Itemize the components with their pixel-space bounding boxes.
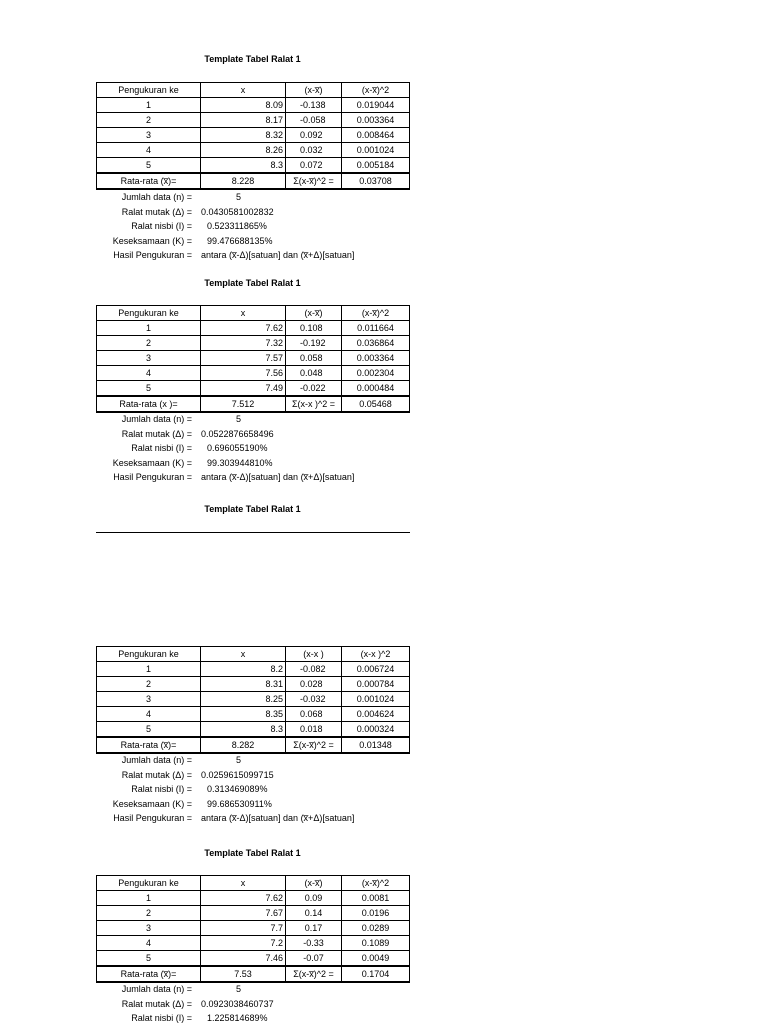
- cell-x: 8.25: [201, 692, 286, 707]
- cell-no: 3: [97, 692, 201, 707]
- table-row: [97, 128, 410, 143]
- table-row: [97, 707, 410, 722]
- sum-squares-value: 0.03708: [342, 173, 410, 189]
- ralat-mutak-label: Ralat mutak (Δ) =: [121, 428, 192, 439]
- cell-deviation: 0.092: [286, 128, 342, 143]
- cell-no: 4: [97, 366, 201, 381]
- table-row: [97, 143, 410, 158]
- cell-deviation: -0.032: [286, 692, 342, 707]
- table-title: Template Tabel Ralat 1: [204, 278, 301, 288]
- keseksamaan-value: 99.476688135%: [207, 235, 273, 246]
- header-x: x: [201, 647, 286, 662]
- cell-no: 5: [97, 722, 201, 738]
- stats-block: [96, 753, 416, 826]
- cell-deviation: -0.058: [286, 113, 342, 128]
- cell-no: 3: [97, 921, 201, 936]
- cell-no: 5: [97, 951, 201, 967]
- header-deviation-squared: (x-x̅)^2: [342, 876, 410, 891]
- cell-no: 3: [97, 351, 201, 366]
- header-deviation-squared: (x-x̅)^2: [342, 83, 410, 98]
- cell-no: 2: [97, 906, 201, 921]
- cell-no: 1: [97, 98, 201, 113]
- cell-no: 5: [97, 158, 201, 174]
- stats-block: [96, 982, 416, 1026]
- cell-deviation-squared: 0.019044: [342, 98, 410, 113]
- table-row: [97, 891, 410, 906]
- cell-x: 7.62: [201, 321, 286, 336]
- cell-deviation: 0.17: [286, 921, 342, 936]
- ralat-mutak-value: 0.0430581002832: [201, 206, 274, 217]
- cell-deviation-squared: 0.001024: [342, 143, 410, 158]
- cell-deviation: 0.072: [286, 158, 342, 174]
- cell-no: 4: [97, 707, 201, 722]
- table-header-row: [97, 306, 410, 321]
- table-row: [97, 906, 410, 921]
- table-row: [97, 113, 410, 128]
- hasil-label: Hasil Pengukuran =: [113, 250, 192, 260]
- ralat-nisbi-value: 0.523311865%: [207, 221, 267, 231]
- header-x: x: [201, 83, 286, 98]
- cell-deviation-squared: 0.0196: [342, 906, 410, 921]
- table-row: [97, 951, 410, 967]
- ralat-table: [96, 646, 410, 754]
- stats-block: [96, 190, 416, 263]
- keseksamaan-label: Keseksamaan (K) =: [112, 457, 192, 468]
- header-x: x: [201, 876, 286, 891]
- keseksamaan-label: Keseksamaan (K) =: [112, 798, 192, 809]
- cell-x: 7.7: [201, 921, 286, 936]
- divider-line: [96, 532, 410, 533]
- cell-deviation: -0.138: [286, 98, 342, 113]
- cell-deviation-squared: 0.002304: [342, 366, 410, 381]
- cell-no: 2: [97, 336, 201, 351]
- ralat-mutak-label: Ralat mutak (Δ) =: [121, 769, 192, 780]
- jumlah-label: Jumlah data (n) =: [121, 414, 192, 424]
- table-header-row: [97, 647, 410, 662]
- cell-x: 7.49: [201, 381, 286, 397]
- cell-x: 8.26: [201, 143, 286, 158]
- keseksamaan-label: Keseksamaan (K) =: [112, 235, 192, 246]
- cell-deviation: 0.028: [286, 677, 342, 692]
- table-title: Template Tabel Ralat 1: [204, 54, 301, 64]
- cell-x: 7.32: [201, 336, 286, 351]
- summary-row: [97, 966, 410, 982]
- cell-no: 1: [97, 321, 201, 336]
- cell-x: 8.32: [201, 128, 286, 143]
- header-deviation-squared: (x-x̅)^2: [342, 306, 410, 321]
- ralat-nisbi-value: 0.696055190%: [207, 443, 268, 453]
- ralat-mutak-value: 0.0522876658496: [201, 428, 274, 439]
- cell-deviation-squared: 0.001024: [342, 692, 410, 707]
- ralat-table: [96, 875, 410, 983]
- hasil-value: antara (x̅-Δ)[satuan] dan (x̅+Δ)[satuan]: [201, 250, 355, 260]
- mean-label: Rata-rata (x )=: [97, 396, 201, 412]
- summary-row: [97, 737, 410, 753]
- ralat-nisbi-label: Ralat nisbi (I) =: [131, 443, 192, 453]
- cell-x: 8.35: [201, 707, 286, 722]
- hasil-value: antara (x̅-Δ)[satuan] dan (x̅+Δ)[satuan]: [201, 813, 355, 823]
- header-deviation: (x-x ): [286, 647, 342, 662]
- ralat-mutak-label: Ralat mutak (Δ) =: [121, 998, 192, 1009]
- hasil-label: Hasil Pengukuran =: [113, 813, 192, 823]
- jumlah-label: Jumlah data (n) =: [121, 984, 192, 994]
- jumlah-value: 5: [236, 984, 242, 994]
- cell-deviation: 0.018: [286, 722, 342, 738]
- cell-deviation-squared: 0.000484: [342, 381, 410, 397]
- cell-deviation-squared: 0.000784: [342, 677, 410, 692]
- cell-deviation: -0.07: [286, 951, 342, 967]
- jumlah-label: Jumlah data (n) =: [121, 755, 192, 765]
- cell-x: 7.57: [201, 351, 286, 366]
- cell-no: 2: [97, 677, 201, 692]
- cell-deviation: 0.032: [286, 143, 342, 158]
- header-pengukuran: Pengukuran ke: [97, 647, 201, 662]
- table-row: [97, 351, 410, 366]
- table-row: [97, 722, 410, 738]
- sum-squares-label: Σ(x-x̅)^2 =: [286, 966, 342, 982]
- table-row: [97, 692, 410, 707]
- cell-deviation: 0.09: [286, 891, 342, 906]
- mean-value: 7.53: [201, 966, 286, 982]
- cell-deviation-squared: 0.004624: [342, 707, 410, 722]
- cell-no: 4: [97, 143, 201, 158]
- cell-x: 7.56: [201, 366, 286, 381]
- cell-no: 5: [97, 381, 201, 397]
- header-pengukuran: Pengukuran ke: [97, 876, 201, 891]
- ralat-mutak-label: Ralat mutak (Δ) =: [121, 206, 192, 217]
- table-title: Template Tabel Ralat 1: [204, 848, 301, 858]
- cell-x: 8.2: [201, 662, 286, 677]
- table-header-row: [97, 83, 410, 98]
- keseksamaan-value: 99.303944810%: [207, 457, 273, 468]
- cell-deviation-squared: 0.003364: [342, 351, 410, 366]
- jumlah-value: 5: [236, 755, 242, 765]
- cell-deviation: -0.082: [286, 662, 342, 677]
- table-row: [97, 936, 410, 951]
- sum-squares-value: 0.01348: [342, 737, 410, 753]
- cell-x: 8.3: [201, 722, 286, 738]
- cell-x: 8.17: [201, 113, 286, 128]
- hasil-value: antara (x̅-Δ)[satuan] dan (x̅+Δ)[satuan]: [201, 472, 355, 482]
- cell-deviation-squared: 0.0049: [342, 951, 410, 967]
- header-deviation: (x-x̅): [286, 876, 342, 891]
- mean-value: 8.228: [201, 173, 286, 189]
- header-pengukuran: Pengukuran ke: [97, 83, 201, 98]
- table-row: [97, 98, 410, 113]
- cell-x: 7.62: [201, 891, 286, 906]
- sum-squares-label: Σ(x-x̅)^2 =: [286, 173, 342, 189]
- cell-deviation: 0.068: [286, 707, 342, 722]
- cell-deviation: -0.192: [286, 336, 342, 351]
- cell-deviation-squared: 0.011664: [342, 321, 410, 336]
- cell-deviation-squared: 0.1089: [342, 936, 410, 951]
- table-row: [97, 677, 410, 692]
- summary-row: [97, 173, 410, 189]
- cell-deviation-squared: 0.036864: [342, 336, 410, 351]
- cell-deviation-squared: 0.006724: [342, 662, 410, 677]
- cell-deviation-squared: 0.003364: [342, 113, 410, 128]
- mean-value: 8.282: [201, 737, 286, 753]
- mean-label: Rata-rata (x̅)=: [97, 173, 201, 189]
- cell-deviation-squared: 0.008464: [342, 128, 410, 143]
- cell-deviation: 0.108: [286, 321, 342, 336]
- cell-no: 3: [97, 128, 201, 143]
- cell-x: 7.46: [201, 951, 286, 967]
- mean-label: Rata-rata (x̅)=: [97, 737, 201, 753]
- cell-x: 8.09: [201, 98, 286, 113]
- cell-deviation: -0.022: [286, 381, 342, 397]
- table-row: [97, 158, 410, 174]
- cell-deviation: 0.058: [286, 351, 342, 366]
- header-pengukuran: Pengukuran ke: [97, 306, 201, 321]
- table-row: [97, 336, 410, 351]
- cell-no: 1: [97, 891, 201, 906]
- ralat-table: [96, 82, 410, 190]
- table-header-row: [97, 876, 410, 891]
- cell-x: 7.67: [201, 906, 286, 921]
- sum-squares-label: Σ(x-x̅)^2 =: [286, 737, 342, 753]
- stats-block: [96, 412, 416, 485]
- header-x: x: [201, 306, 286, 321]
- ralat-nisbi-label: Ralat nisbi (I) =: [131, 784, 192, 794]
- table-row: [97, 366, 410, 381]
- table-row: [97, 381, 410, 397]
- mean-label: Rata-rata (x̅)=: [97, 966, 201, 982]
- sum-squares-value: 0.05468: [342, 396, 410, 412]
- cell-deviation-squared: 0.0081: [342, 891, 410, 906]
- cell-deviation-squared: 0.005184: [342, 158, 410, 174]
- table-row: [97, 321, 410, 336]
- cell-x: 8.3: [201, 158, 286, 174]
- table-row: [97, 921, 410, 936]
- header-deviation: (x-x̅): [286, 83, 342, 98]
- cell-deviation: 0.048: [286, 366, 342, 381]
- cell-no: 1: [97, 662, 201, 677]
- cell-no: 2: [97, 113, 201, 128]
- ralat-nisbi-label: Ralat nisbi (I) =: [131, 221, 192, 231]
- cell-deviation-squared: 0.000324: [342, 722, 410, 738]
- table-title: Template Tabel Ralat 1: [204, 504, 301, 514]
- cell-x: 7.2: [201, 936, 286, 951]
- cell-no: 4: [97, 936, 201, 951]
- sum-squares-label: Σ(x-x )^2 =: [286, 396, 342, 412]
- header-deviation-squared: (x-x )^2: [342, 647, 410, 662]
- cell-deviation: 0.14: [286, 906, 342, 921]
- jumlah-value: 5: [236, 192, 242, 202]
- jumlah-label: Jumlah data (n) =: [121, 192, 192, 202]
- ralat-nisbi-label: Ralat nisbi (I) =: [131, 1013, 192, 1023]
- cell-deviation: -0.33: [286, 936, 342, 951]
- header-deviation: (x-x̅): [286, 306, 342, 321]
- ralat-nisbi-value: 0.313469089%: [207, 784, 268, 794]
- ralat-nisbi-value: 1.225814689%: [207, 1013, 268, 1023]
- keseksamaan-value: 99.686530911%: [207, 798, 272, 809]
- ralat-mutak-value: 0.0923038460737: [201, 998, 274, 1009]
- cell-deviation-squared: 0.0289: [342, 921, 410, 936]
- table-row: [97, 662, 410, 677]
- jumlah-value: 5: [236, 414, 242, 424]
- hasil-label: Hasil Pengukuran =: [113, 472, 192, 482]
- cell-x: 8.31: [201, 677, 286, 692]
- mean-value: 7.512: [201, 396, 286, 412]
- sum-squares-value: 0.1704: [342, 966, 410, 982]
- ralat-table: [96, 305, 410, 413]
- summary-row: [97, 396, 410, 412]
- ralat-mutak-value: 0.0259615099715: [201, 769, 274, 780]
